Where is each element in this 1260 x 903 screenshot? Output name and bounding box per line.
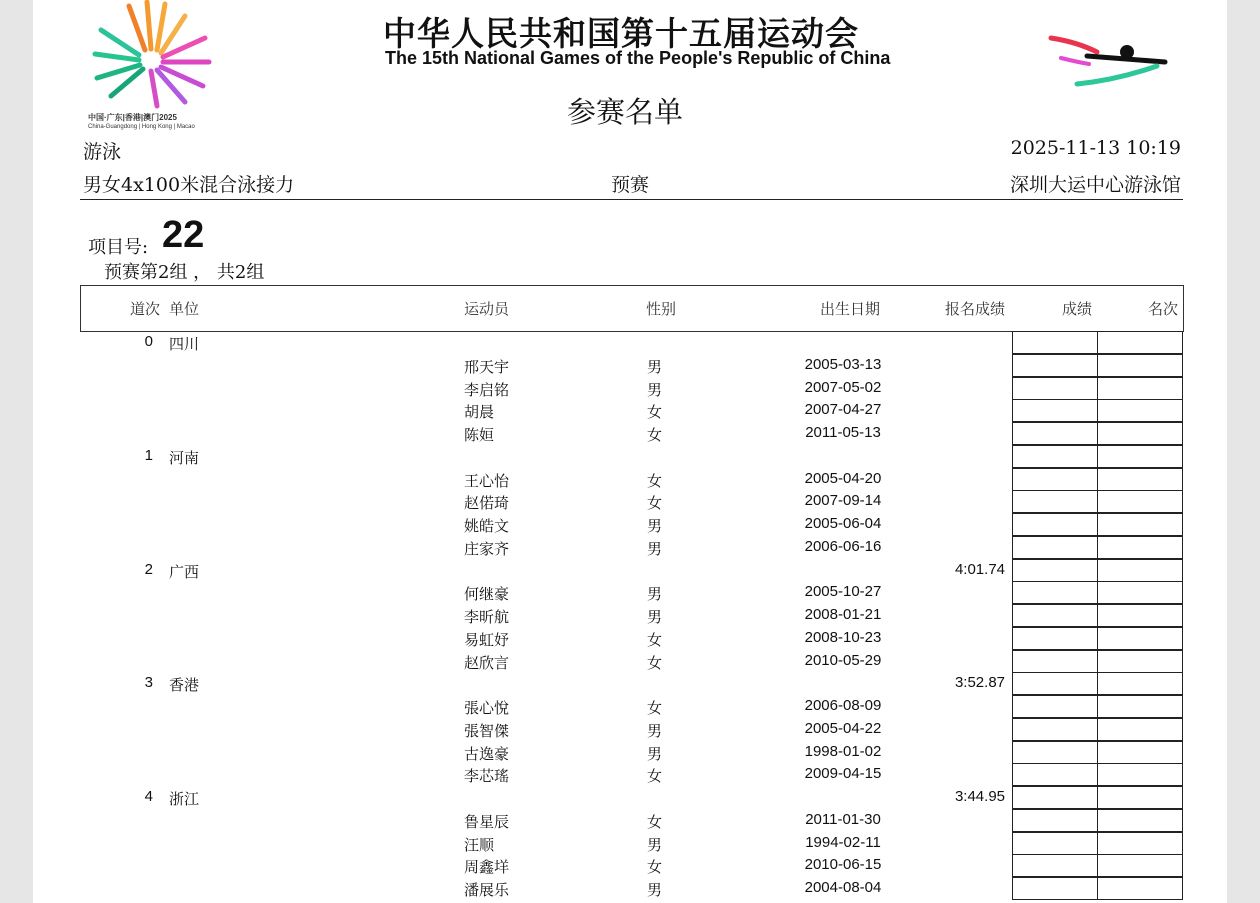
swimming-pictogram-icon (1047, 28, 1177, 92)
athlete-birthdate: 2011-05-13 (805, 424, 881, 441)
rank-box (1097, 490, 1183, 513)
athlete-birthdate: 2007-05-02 (804, 378, 882, 396)
athlete-name: 胡晨 (464, 403, 495, 422)
result-box (1012, 581, 1098, 604)
games-title-en: The 15th National Games of the People's Republic of China (385, 48, 891, 68)
athlete-name: 汪顺 (464, 835, 495, 854)
athlete-birthdate: 1998-01-02 (804, 742, 882, 760)
col-gender: 性别 (646, 300, 677, 318)
header-divider (80, 199, 1183, 200)
sport-name: 游泳 (83, 141, 122, 163)
athlete-birthdate: 2005-04-20 (804, 469, 882, 487)
table-header (80, 285, 1184, 332)
col-entry: 报名成绩 (945, 300, 1006, 318)
rank-box (1097, 741, 1183, 764)
lane-number: 0 (144, 333, 153, 350)
col-rank: 名次 (1148, 300, 1179, 318)
athlete-birthdate: 2007-09-14 (804, 492, 882, 510)
athlete-birthdate: 2006-08-09 (804, 697, 882, 714)
rank-box (1097, 468, 1183, 491)
result-box (1012, 604, 1098, 627)
team-unit: 浙江 (169, 790, 200, 808)
event-number-label: 项目号: (88, 237, 149, 258)
athlete-birthdate: 2008-01-21 (804, 606, 882, 623)
athlete-name: 庄家齐 (464, 539, 510, 558)
rank-box (1097, 877, 1183, 900)
athlete-gender: 女 (647, 403, 663, 422)
lane-number: 1 (144, 446, 153, 464)
result-box (1012, 399, 1098, 422)
athlete-name: 何继豪 (464, 585, 510, 604)
event-phase: 预赛 (611, 174, 650, 196)
athlete-gender: 女 (647, 812, 663, 831)
team-unit: 香港 (169, 676, 200, 695)
rank-box (1097, 809, 1183, 832)
result-box (1012, 377, 1098, 400)
col-athlete: 运动员 (464, 300, 510, 318)
rank-box (1097, 445, 1183, 468)
logo-caption-en: China-Guangdong | Hong Kong | Macao (88, 124, 195, 130)
athlete-gender: 男 (647, 517, 663, 535)
lane-number: 4 (144, 788, 153, 805)
result-box (1012, 422, 1098, 445)
athlete-birthdate: 2010-06-15 (804, 856, 882, 874)
result-box (1012, 513, 1098, 536)
result-box (1012, 763, 1098, 786)
athlete-name: 潘展乐 (464, 881, 510, 899)
team-unit: 广西 (169, 562, 200, 581)
result-box (1012, 354, 1098, 377)
result-box (1012, 536, 1098, 559)
rank-box (1097, 354, 1183, 377)
col-result: 成绩 (1062, 300, 1093, 318)
lane-number: 2 (144, 560, 153, 578)
rank-box (1097, 513, 1183, 536)
athlete-name: 古逸豪 (464, 744, 510, 763)
rank-box (1097, 718, 1183, 741)
rank-box (1097, 832, 1183, 855)
athlete-gender: 男 (647, 585, 663, 604)
athlete-gender: 女 (647, 426, 663, 444)
entry-time: 3:52.87 (954, 674, 1005, 692)
heat-info: 预赛第2组 ， 共2组 (104, 262, 265, 283)
games-logo-icon (87, 0, 217, 110)
result-box (1012, 832, 1098, 855)
athlete-gender: 男 (647, 744, 663, 763)
team-unit: 四川 (169, 335, 200, 353)
result-box (1012, 809, 1098, 832)
athlete-birthdate: 2005-10-27 (804, 583, 882, 601)
print-datetime: 2025-11-13 10:19 (1010, 137, 1181, 159)
athlete-birthdate: 2006-06-16 (804, 537, 882, 555)
athlete-name: 赵偌琦 (464, 494, 510, 513)
rank-box (1097, 536, 1183, 559)
athlete-birthdate: 2007-04-27 (804, 401, 882, 419)
athlete-name: 赵欣言 (464, 653, 510, 672)
col-unit: 单位 (169, 300, 200, 318)
rank-box (1097, 695, 1183, 718)
rank-box (1097, 581, 1183, 604)
result-box (1012, 718, 1098, 741)
athlete-name: 鲁星辰 (464, 812, 510, 831)
entry-time: 3:44.95 (954, 788, 1005, 805)
athlete-gender: 女 (647, 630, 663, 649)
athlete-birthdate: 2010-05-29 (804, 651, 882, 669)
entry-time: 4:01.74 (954, 560, 1005, 578)
result-box (1012, 445, 1098, 468)
result-box (1012, 786, 1098, 809)
athlete-birthdate: 2009-04-15 (804, 765, 882, 783)
athlete-gender: 男 (647, 357, 663, 376)
athlete-name: 易虹妤 (464, 630, 510, 649)
result-box (1012, 672, 1098, 695)
result-box (1012, 695, 1098, 718)
athlete-name: 王心怡 (464, 471, 510, 490)
athlete-name: 張智傑 (464, 721, 510, 740)
result-box (1012, 650, 1098, 673)
rank-box (1097, 399, 1183, 422)
event-number: 22 (162, 214, 205, 256)
athlete-gender: 女 (647, 471, 663, 490)
rank-box (1097, 331, 1183, 354)
result-box (1012, 627, 1098, 650)
athlete-name: 陈姮 (464, 426, 495, 444)
rank-box (1097, 786, 1183, 809)
rank-box (1097, 627, 1183, 650)
result-box (1012, 877, 1098, 900)
rank-box (1097, 650, 1183, 673)
rank-box (1097, 377, 1183, 400)
rank-box (1097, 559, 1183, 582)
logo-caption: 中国·广东|香港|澳门2025 (88, 113, 177, 122)
athlete-name: 李芯瑤 (464, 767, 510, 786)
lane-number: 3 (144, 674, 153, 692)
event-name: 男女4x100米混合泳接力 (83, 174, 295, 196)
athlete-gender: 男 (647, 539, 663, 558)
athlete-name: 邢天宇 (464, 357, 510, 376)
team-unit: 河南 (169, 448, 200, 467)
result-box (1012, 331, 1098, 354)
document-title: 参赛名单 (567, 95, 684, 129)
athlete-name: 李昕航 (464, 608, 510, 626)
games-title-cn: 中华人民共和国第十五届运动会 (383, 14, 859, 53)
athlete-gender: 女 (647, 858, 663, 877)
rank-box (1097, 854, 1183, 877)
athlete-birthdate: 2005-04-22 (804, 719, 882, 737)
athlete-gender: 男 (647, 835, 663, 854)
athlete-name: 周鑫垟 (464, 858, 510, 877)
athlete-gender: 女 (647, 653, 663, 672)
athlete-gender: 女 (647, 699, 663, 717)
athlete-name: 張心悅 (464, 699, 510, 717)
rank-box (1097, 422, 1183, 445)
result-box (1012, 854, 1098, 877)
rank-box (1097, 604, 1183, 627)
athlete-birthdate: 1994-02-11 (805, 833, 881, 851)
athlete-birthdate: 2004-08-04 (804, 879, 882, 896)
result-box (1012, 490, 1098, 513)
athlete-birthdate: 2005-03-13 (804, 355, 882, 373)
athlete-name: 姚皓文 (464, 517, 510, 535)
athlete-name: 李启铭 (464, 380, 510, 399)
result-box (1012, 559, 1098, 582)
col-lane: 道次 (130, 300, 161, 318)
athlete-gender: 男 (647, 380, 663, 399)
result-box (1012, 468, 1098, 491)
col-birth: 出生日期 (820, 300, 881, 318)
athlete-birthdate: 2011-01-30 (805, 810, 881, 828)
athlete-gender: 女 (647, 767, 663, 786)
athlete-birthdate: 2008-10-23 (804, 628, 882, 646)
athlete-gender: 男 (647, 721, 663, 740)
result-box (1012, 741, 1098, 764)
athlete-gender: 女 (647, 494, 663, 513)
athlete-birthdate: 2005-06-04 (804, 515, 882, 532)
rank-box (1097, 763, 1183, 786)
rank-box (1097, 672, 1183, 695)
venue-name: 深圳大运中心游泳馆 (1009, 174, 1181, 196)
athlete-gender: 男 (647, 881, 663, 899)
athlete-gender: 男 (647, 608, 663, 626)
